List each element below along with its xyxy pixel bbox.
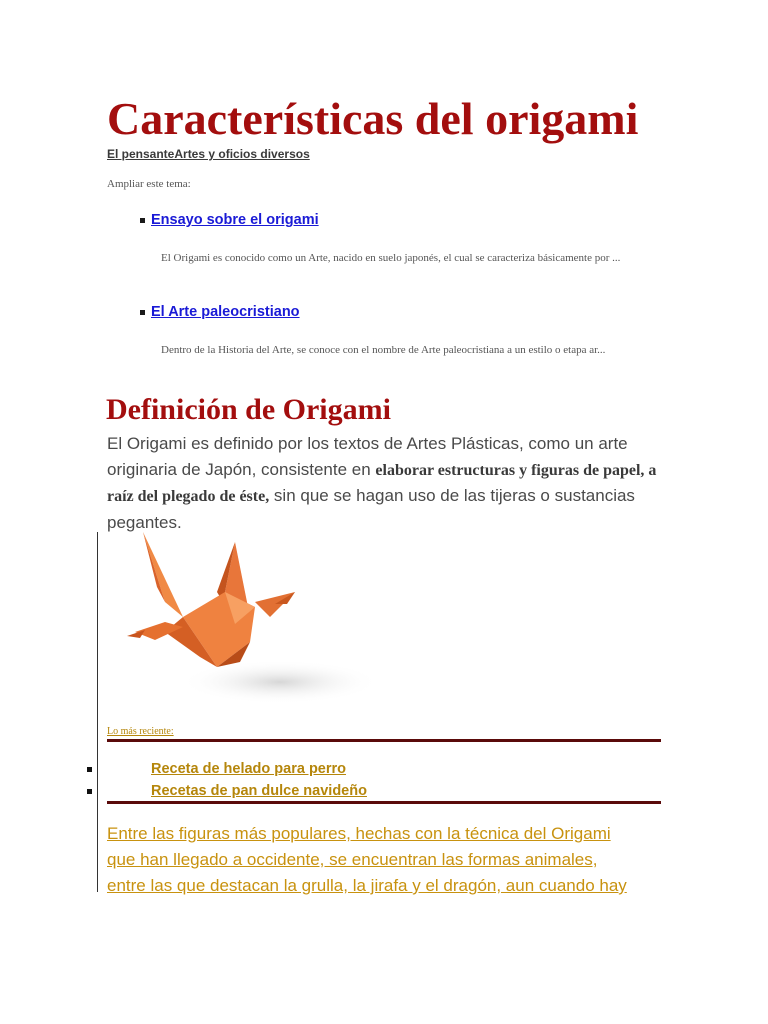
breadcrumb[interactable]: El pensanteArtes y oficios diversos [107,147,310,161]
related-description: El Origami es conocido como un Arte, nacido en suelo japonés, el cual se caracteriza básicamente por ... [161,252,621,264]
bullet-icon [87,789,92,794]
definition-paragraph [107,431,667,535]
definition-text: El Origami es definido por los textos de Artes Plásticas, como un arte originaria de Japón, consistente en [107,434,628,479]
divider [107,739,661,742]
body-line[interactable]: que han llegado a occidente, se encuentran las formas animales, [107,850,598,869]
margin-line [97,532,98,892]
body-paragraph[interactable] [107,821,667,899]
expand-topic-label: Ampliar este tema: [107,178,191,190]
related-link-paleochristian-art[interactable]: El Arte paleocristiano [151,304,300,320]
origami-crane-image [105,532,395,722]
recent-link-christmas-bread[interactable]: Recetas de pan dulce navideño [151,783,367,799]
body-line[interactable]: entre las que destacan la grulla, la jirafa y el dragón, aun cuando hay [107,876,627,895]
body-line[interactable]: Entre las figuras más populares, hechas con la técnica del Origami [107,824,611,843]
related-description: Dentro de la Historia del Arte, se conoce con el nombre de Arte paleocristiana a un estilo o etapa ar... [161,344,606,356]
bullet-icon [87,767,92,772]
divider [107,801,661,804]
bullet-icon [140,310,145,315]
related-link-origami-essay[interactable]: Ensayo sobre el origami [151,212,319,228]
recent-label[interactable]: Lo más reciente: [107,726,174,737]
definition-emphasis: elaborar estructuras y figuras de papel, a raíz del plegado de éste, [107,461,657,505]
bullet-icon [140,218,145,223]
section-heading: Definición de Origami [106,393,391,426]
page-title: Características del origami [107,93,639,144]
recent-link-dog-ice-cream[interactable]: Receta de helado para perro [151,761,347,777]
definition-text-end: sin que se hagan uso de las tijeras o sustancias pegantes. [107,486,635,532]
